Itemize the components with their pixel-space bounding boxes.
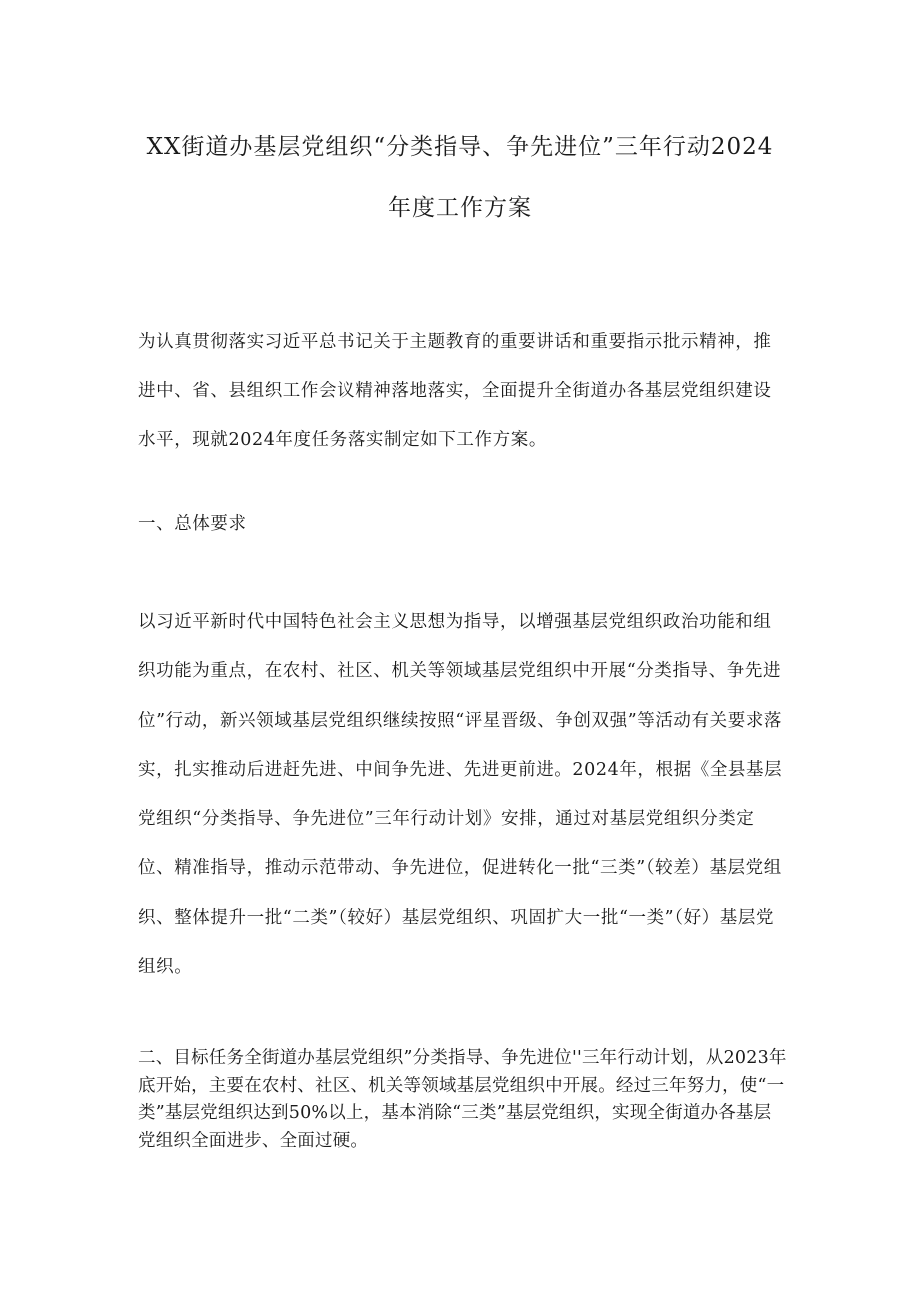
section-1-heading: 一、总体要求	[138, 514, 247, 534]
section-2-paragraph: 二、目标任务全街道办基层党组织”分类指导、争先进位''三年行动计划，从2023年底开始，主要在农村、社区、机关等领域基层党组织中开展。经过三年努力，使“一类”基层党组织达到50%以上，基本消除“三类”基层党组织，实现全街道办各基层党组织全面进步、全面过硬。	[138, 1048, 787, 1151]
intro-paragraph: 为认真贯彻落实习近平总书记关于主题教育的重要讲话和重要指示批示精神，推进中、省、县组织工作会议精神落地落实，全面提升全街道办各基层党组织建设水平，现就2024年度任务落实制定如下工作方案。	[138, 332, 772, 450]
document-title-line-2: 年度工作方案	[388, 195, 532, 221]
section-1-body: 以习近平新时代中国特色社会主义思想为指导，以增强基层党组织政治功能和组织功能为重点，在农村、社区、机关等领域基层党组织中开展“分类指导、争先进位”行动，新兴领域基层党组织继续按照“评星晋级、争创双强”等活动有关要求落实，扎实推动后进赶先进、中间争先进、先进更前进。2024年，根据《全县基层党组织“分类指导、争先进位”三年行动计划》安排，通过对基层党组织分类定位、精准指导，推动示范带动、争先进位，促进转化一批“三类”（较差）基层党组织、整体提升一批“二类”（较好）基层党组织、巩固扩大一批“一类”（好）基层党组织。	[138, 612, 783, 978]
document-title-line-1: XX街道办基层党组织“分类指导、争先进位”三年行动2024	[146, 134, 774, 160]
